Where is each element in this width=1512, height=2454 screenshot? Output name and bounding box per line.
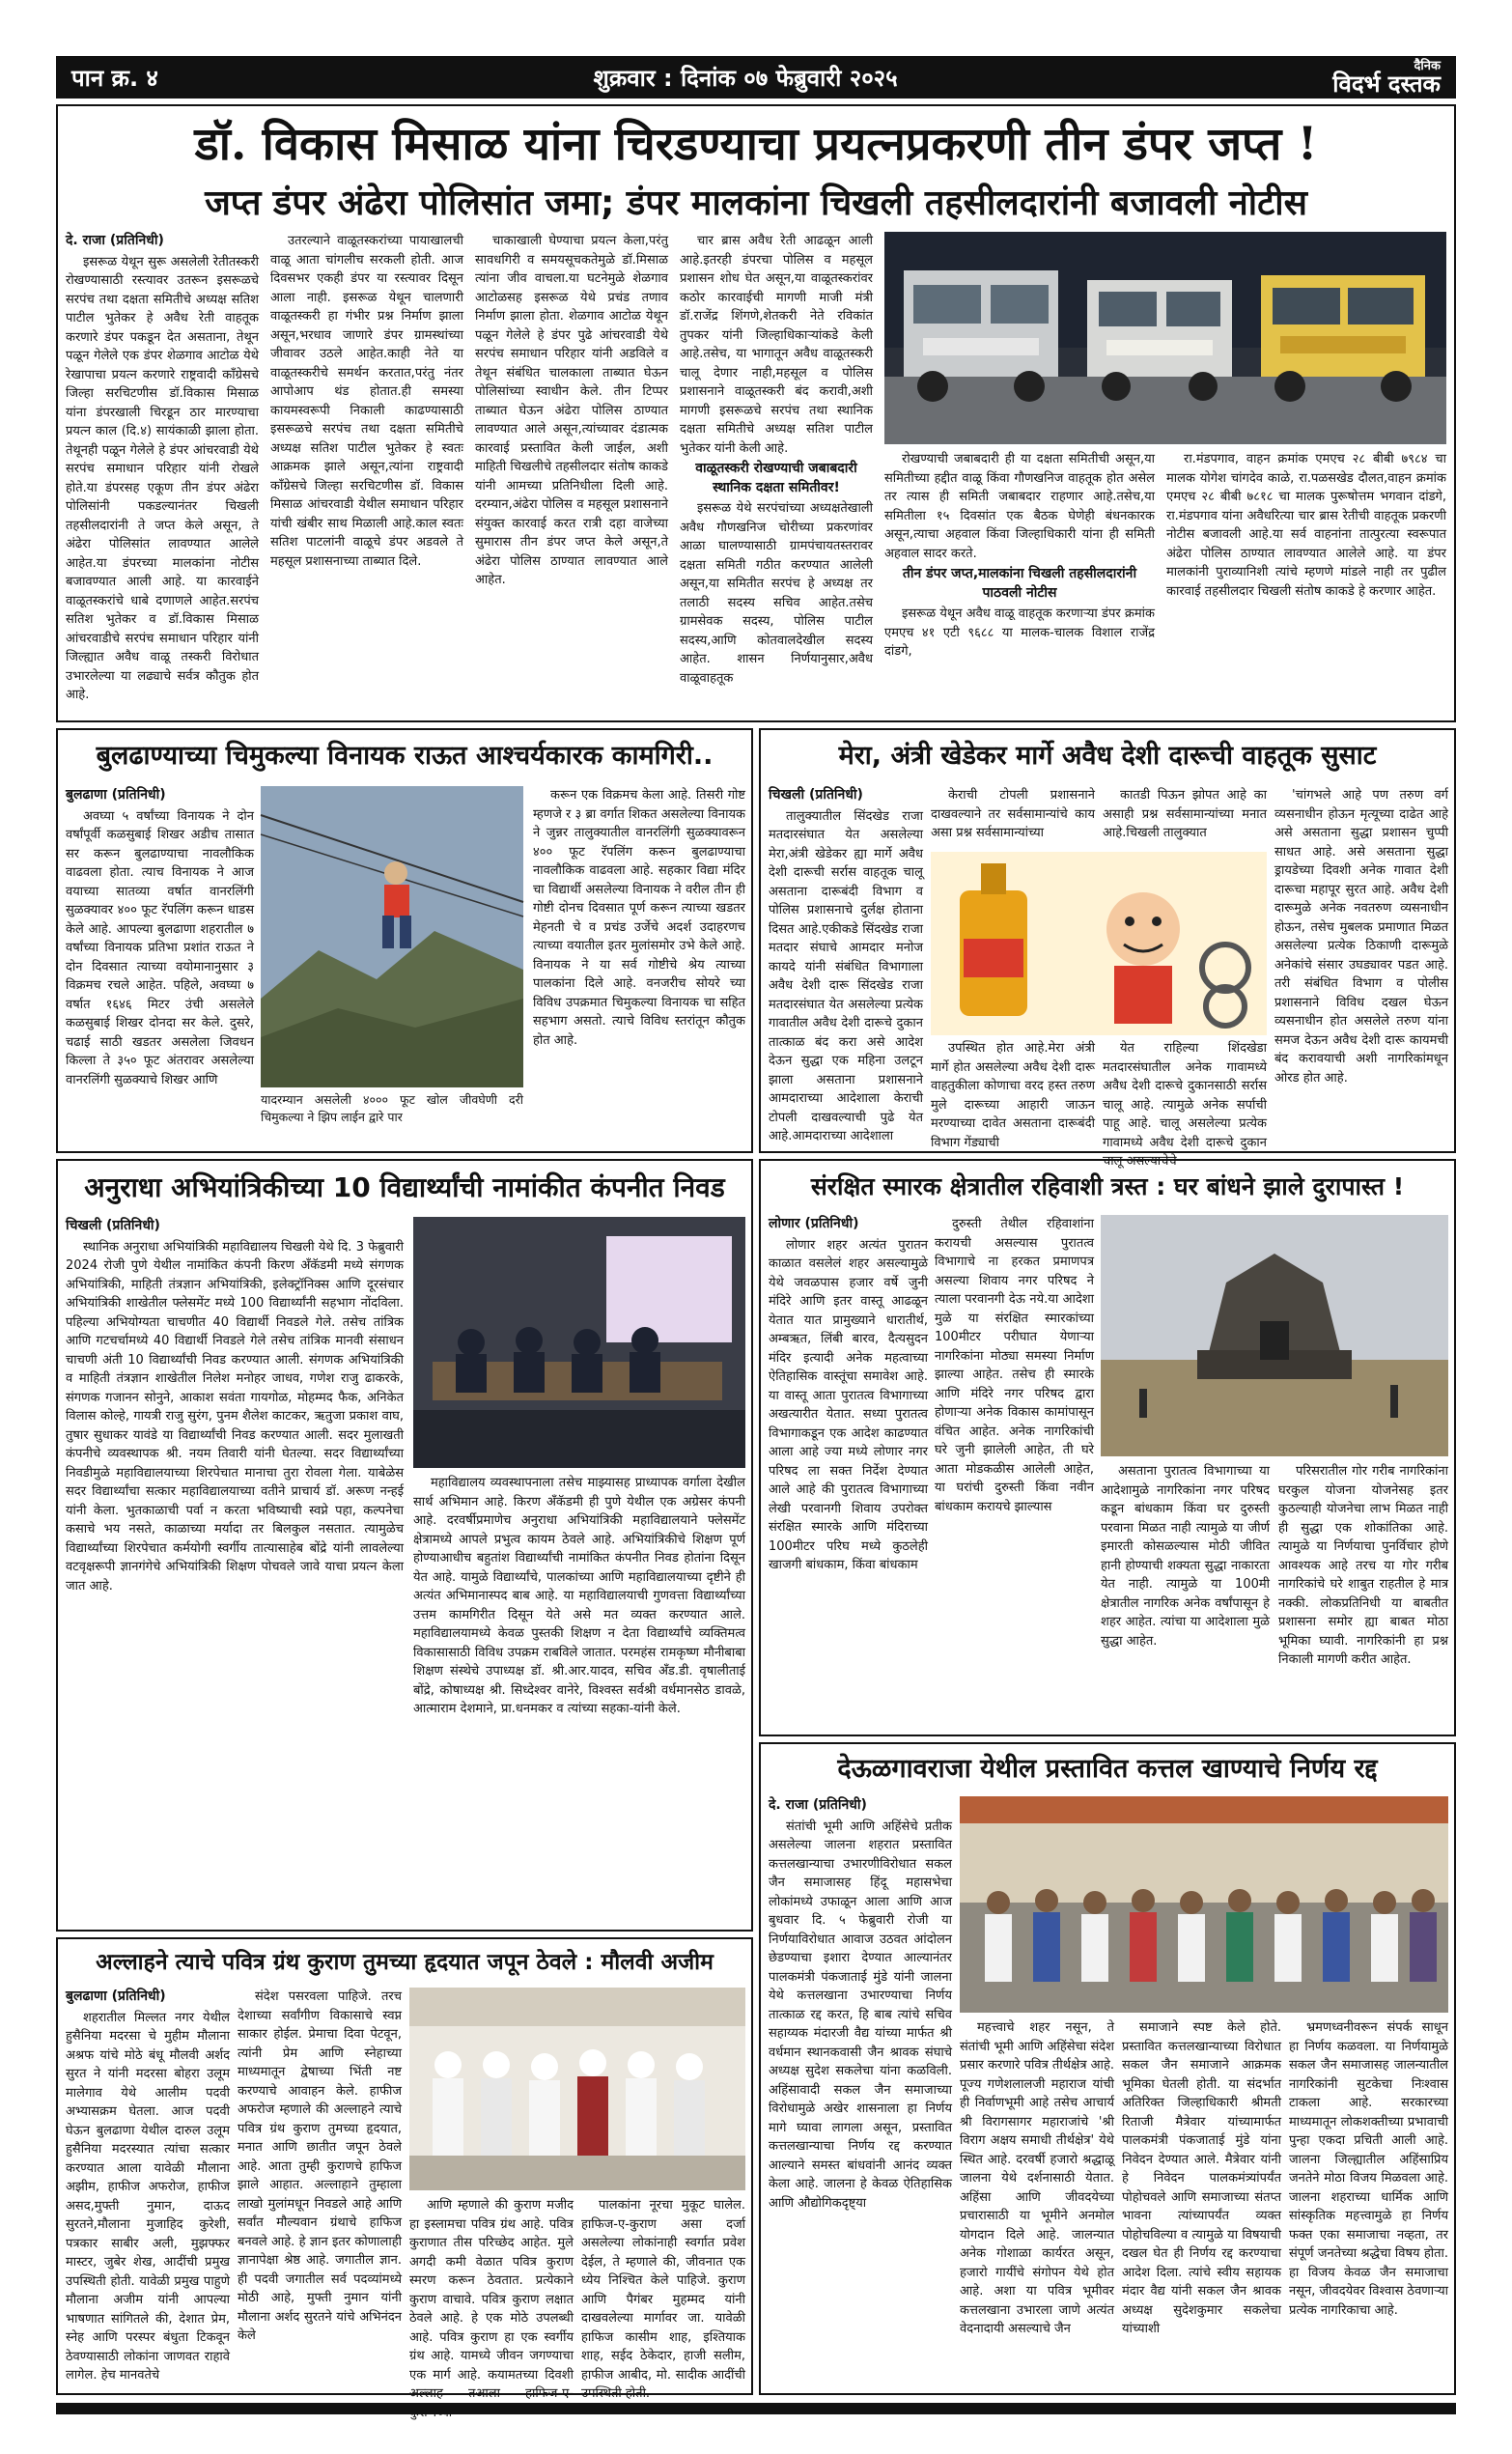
liquor-after-1 xyxy=(931,1039,1095,1150)
anuradha-byline: चिखली (प्रतिनिधी) xyxy=(66,1218,160,1233)
vinayak-col-1 xyxy=(66,786,254,1145)
brand-name: विदर्भ दस्तक xyxy=(1332,70,1441,98)
anuradha-text-2: महाविद्यालय व्यवस्थापनाला तसेच माझ्यासह प्राध्यापक वर्गाला देखील सार्थ अभिमान आहे. किरण अँकॅडमी ही पुणे येथील एक अग्रेसर कंपनी आहे. दरवर्षीप्रमाणेच अनुराधा अभियांत्रिकी महाविद्यालयाने फ्लेसमेंट क्षेत्रामध्ये आपले प्रभुत्व कायम ठेवले आहे. अभियांत्रिकीचे शिक्षण पूर्ण होण्याआधीच बहुतांश विद्यार्थ्यांची नामांकित कंपनीत निवड होतांना दिसून येत आहे. यामुळे विद्यार्थ्यांचे, पालकांच्या आणि महाविद्यालयाच्या दृष्टीने ही अत्यंत अभिमानास्पद बाब आहे. या महाविद्यालयाची गुणवत्ता विद्यार्थ्यांच्या उत्तम कामगिरीत दिसून येते असे मत व्यक्त करण्यात आले. महाविद्यालयामध्ये केवळ पुस्तकी शिक्षण न देता विद्यार्थ्यांचे व्यक्तिमत्व विकासासाठी विविध उपक्रम राबविले जातात. परमहंस रामकृष्ण मौनीबाबा शिक्षण संस्थेचे उपाध्यक्ष डॉ. श्री.आर.यादव, सचिव अँड.डी. वृषालीताई बोंद्रे, कोषाध्यक्ष श्री. सिध्देश्वर वानेरे, विश्वस्त सर्वश्री वर्धमानसेठ डावळे, आत्माराम देशमाने, प्रा.धनमकर व त्यांच्या सहका-यांनी केले. xyxy=(413,1476,745,1716)
collector-office-photo xyxy=(960,1796,1448,2013)
lonar-col-1 xyxy=(769,1215,928,1729)
trucks-illustration xyxy=(884,232,1446,444)
vinayak-col-2 xyxy=(533,786,745,1145)
anuradha-col-2 xyxy=(413,1474,745,1922)
anuradha-headline: अनुराधा अभियांत्रिकीच्या 10 विद्यार्थ्यांची नामांकीत कंपनीत निवड xyxy=(84,1171,725,1203)
quran-col-1 xyxy=(66,1988,230,2387)
liquor-text-3: कातडी पिऊन झोपत आहे का असाही प्रश्न सर्वसामान्यांच्या मनात आहे.चिखली तालुक्यात xyxy=(1103,788,1267,840)
liquor-text-2: केराची टोपली प्रशासनाने दाखवल्याने तर सर्वसामान्यांचे काय असा प्रश्न सर्वसामान्यांच्या xyxy=(931,788,1095,840)
page-header xyxy=(56,56,1456,99)
lonar-text-2: दुरुस्ती तेथील रहिवाशांना करायची असल्यास पुरातत्व विभागाचे ना हरकत प्रमाणपत्र असल्या शिवाय नगर परिषद ने त्याला परवानगी देऊ नये.या आदेशा मुळे या संरक्षित स्मारकांच्या 100मीटर परीघात येणाऱ्या नागरिकांना मोठ्या समस्या निर्माण झाल्या आहेत. तसेच ही स्मारके आणि मंदिरे नगर परिषद द्वारा होणाऱ्या अनेक विकास कामांपासून वंचित आहेत. अनेक नागरिकांची घरे जुनी झालेली आहेत, ती घरे आता मोडकळीस आलेली आहेत, या घरांची दुरुस्ती किंवा नवीन बांधकाम करायचे झाल्यास xyxy=(935,1217,1094,1514)
deulgaon-text-3: समाजाने स्पष्ट केले होते. प्रस्तावित कत्तलखान्याच्या विरोधात सकल जैन समाजाने आक्रमक भूमिका घेतली होती. या संदर्भात अतिरिक्त जिल्हाधिकारी श्रीमती रिताजी मैत्रेवार यांच्यामार्फत पालकमंत्री पंकजाताई मुंडे यांना निवेदन देण्यात आले. मैत्रेवार यांनी हे निवेदन पालकमंत्र्यांपर्यंत पोहोचवले आणि समाजाच्या संतप्त भावना त्यांच्यापर्यंत व्यक्त पोहोचविल्या व त्यामुळे या विषयाची दखल घेत ही निर्णय रद्द करण्याचा आदेश दिला. त्यांचे स्वीय सहायक मंदार वैद्य यांनी सकल जैन श्रावक अध्यक्ष सुदेशकुमार सकलेचा यांच्याशी xyxy=(1122,2020,1281,2336)
deulgaon-byline: दे. राजा (प्रतिनिधी) xyxy=(769,1797,867,1813)
lead-col-4-text-b: इसरूळ येथे सरपंचांच्या अध्यक्षतेखाली अवैध गौणखनिज चोरीच्या प्रकरणांवर आळा घालण्यासाठी ग्रामपंचायतस्तरावर दक्षता समिती गठीत करण्यात आलेली असून,या समितीत सरपंच हे अध्यक्ष तर तलाठी सदस्य सचिव आहेत.तसेच ग्रामसेवक सदस्य, पोलिस पाटील सदस्य,आणि कोतवालदेखील सदस्य आहेत. शासन निर्णयानुसार,अवैध वाळूवाहतूक xyxy=(680,501,873,686)
lead-col-6-text: रा.मंडपगाव, वाहन क्रमांक एमएच २८ बीबी ७९८४ चा मालक योगेश चांगदेव काळे, रा.पळसखेड दौलत,वाहन क्रमांक एमएच २८ बीबी ७८१८ चा मालक पुरूषोत्तम भगवान दांडगे, रा.मंडपगाव यांना अवैधरित्या चार ब्रास रेतीची वाहतूक प्रकरणी नोटीस बजावली आहे.या सर्व वाहनांना तात्पुरत्या स्वरूपात अंढेरा पोलिस ठाण्यात लावण्यात आलेले आहे. या डंपर मालकांनी पुराव्यानिशी त्यांचे म्हणणे मांडले नाही तर पुढील कारवाई तहसीलदार चिखली संतोष काकडे हे करणार आहेत. xyxy=(1166,452,1446,599)
lead-col-4-text: चार ब्रास अवैध रेती आढळून आली आहे.इतरही डंपरचा पोलिस व महसूल प्रशासन शोध घेत असून,या वाळूतस्करांवर कठोर कारवाईची मागणी माजी मंत्री डॉ.राजेंद्र शिंगणे,शेतकरी नेते रविकांत तुपकर यांनी जिल्हाधिकाऱ्यांकडे केली आहे.तसेच, या भागातून अवैध वाळूतस्करी चालू देणार नाही,महसूल व पोलिस प्रशासनाने वाळूतस्करी बंद करावी,अशी मागणी इसरूळचे सरपंच तथा स्थानिक दक्षता समितीचे अध्यक्ष सतिश पाटील भुतेकर यांनी केली आहे. xyxy=(680,234,873,456)
liquor-col-2 xyxy=(931,786,1095,848)
felicitation-photo xyxy=(413,1217,745,1468)
lonar-text-4: परिसरातील गोर गरीब नागरिकांना घरकुल योजना योजनेसह इतर कुठल्याही योजनेचा लाभ मिळत नाही ही सुद्धा एक शोकांतिका आहे. त्यामुळे या निर्णयाचा पुनर्विचार होणे आवश्यक आहे तरच या गोर गरीब नागरिकांचे घरे शाबुत राहतील हे मात्र नक्की. लोकप्रतिनिधी या बाबतीत प्रशासना समोर ह्या बाबत मोठा भूमिका घ्यावी. नागरिकांनी हा प्रश्न निकाली मागणी करीत आहेत. xyxy=(1278,1464,1448,1667)
quran-col-4 xyxy=(581,2196,745,2401)
lonar-col-4 xyxy=(1278,1462,1448,1729)
lead-byline: दे. राजा (प्रतिनिधी) xyxy=(66,233,164,248)
page-number: पान क्र. ४ xyxy=(71,64,158,92)
quran-col-3 xyxy=(409,2196,574,2401)
quran-col-2 xyxy=(238,1988,402,2387)
lead-col-3 xyxy=(475,232,668,715)
lead-headline: डॉ. विकास मिसाळ यांना चिरडण्याचा प्रयत्नप्रकरणी तीन डंपर जप्त ! xyxy=(194,118,1318,171)
deulgaon-col-2 xyxy=(960,2018,1114,2387)
masthead-brand xyxy=(1332,60,1441,96)
liquor-bottle-illustration xyxy=(931,852,1267,1035)
deulgaon-headline: देऊळगावराजा येथील प्रस्तावित कत्तल खाण्याचे निर्णय रद्द xyxy=(837,1754,1378,1784)
lead-col-1 xyxy=(66,232,259,715)
liquor-after-text-2: येत राहिल्या शिंदखेडा मतदारसंघातील अनेक गावामध्ये अवैध देशी दारूचे दुकानसाठी सर्रास चालू आहे. त्यामुळे अनेक सर्पाची पाहू आहे. चालू असलेल्या प्रत्येक गावामध्ये अवैध देशी दारूचे दुकान चालू असल्याचेचे xyxy=(1103,1041,1267,1169)
liquor-col-4 xyxy=(1274,786,1448,1145)
footer-rule xyxy=(56,2403,1456,2414)
lonar-headline: संरक्षित स्मारक क्षेत्रातील रहिवाशी त्रस्त : घर बांधने झाले दुरापास्त ! xyxy=(810,1172,1405,1200)
lead-col-1-text: इसरूळ येथून सुरू असलेली रेतीतस्करी रोखण्यासाठी रस्त्यावर उतरून इसरूळचे सरपंच तथा दक्षता समितीचे अध्यक्ष सतिश पाटील भुतेकर हे अवैध रेती वाहतूक करणारे डंपर पकडून देत असताना, तेथून पळून गेलेले एक डंपर शेळगाव आटोळ येथे रेखापाचा प्रयत्न करणारे राष्ट्रवादी काँग्रेसचे जिल्हा सरचिटणीस डॉ.विकास मिसाळ यांना डंपरखाली चिरडून ठार मारण्याचा प्रयत्न काल (दि.४) सायंकाळी झाला होता. तेथूनही पळून गेलेले हे डंपर आंचरवाडी येथे सरपंच समाधान परिहार यांनी रोखले होते.या डंपरसह एकूण तीन डंपर अंढेरा पोलिसांनी पकडल्यानंतर चिखली तहसीलदारांनी ते जप्त केले असून, ते अंढेरा पोलिसांत लावण्यात आलेले आहेत.या डंपरच्या मालकांना नोटीस बजावण्यात आली आहे. या कारवाईने वाळूतस्करांचे धाबे दणाणले आहेत.सरपंच सतिश भुतेकर व डॉ.विकास मिसाळ आंचरवाडीचे सरपंच समाधान परिहार यांनी जिल्ह्यात अवैध वाळू तस्करी विरोधात उभारलेल्या या लढ्याचे सर्वत्र कौतुक होत आहे. xyxy=(66,254,259,702)
lead-col-4-subhead: वाळूतस्करी रोखण्याची जबाबदारी स्थानिक दक्षता समितीवर! xyxy=(695,461,857,495)
lead-col-3-text: चाकाखाली घेण्याचा प्रयत्न केला,परंतु सावधगिरी व समयसूचकतेमुळे डॉ.मिसाळ त्यांना जीव वाचला.या घटनेमुळे शेळगाव आटोळसह इसरूळ येथे प्रचंड तणाव निर्माण झाला होता. शेळगाव आटोळ येथून पळून गेलेले हे डंपर पुढे आंचरवाडी येथे सरपंच समाधान परिहार यांनी अडविले व तेथून संबंधित चालकाला ताब्यात घेऊन पोलिसांच्या स्वाधीन केले. तीन टिप्पर ताब्यात घेऊन अंढेरा पोलिस ठाण्यात लावण्यात आले असून,त्यांच्यावर दंडात्मक कारवाई प्रस्तावित केली जाईल, अशी माहिती चिखलीचे तहसीलदार संतोष काकडे यांनी आमच्या प्रतिनिधीला दिली आहे. दरम्यान,अंढेरा पोलिस व महसूल प्रशासनाने संयुक्त कारवाई करत रात्री दहा वाजेच्या सुमारास तीन डंपर जप्त केले असून,ते अंढेरा पोलिस ठाण्यात लावण्यात आले आहेत. xyxy=(475,234,668,587)
lonar-text-3: असताना पुरातत्व विभागाच्या या आदेशामुळे नागरिकांना नगर परिषद कडून बांधकाम किंवा घर दुरुस्ती परवाना मिळत नाही त्यामुळे या जीर्ण इमारती कोसळल्यास मोठी जीवित हानी होण्याची शक्यता सुद्धा नाकारता येत नाही. त्यामुळे या 100मी क्षेत्रातील नागरिक अनेक वर्षांपासून हे शहर आहेत. त्यांचा या आदेशाला मुळे सुद्धा आहेत. xyxy=(1101,1464,1270,1649)
issue-date: शुक्रवार : दिनांक ०७ फेब्रुवारी २०२५ xyxy=(593,64,898,92)
lead-subheadline: जप्त डंपर अंढेरा पोलिसांत जमा; डंपर मालकांना चिखली तहसीलदारांनी बजावली नोटीस xyxy=(205,183,1307,223)
deulgaon-col-3 xyxy=(1122,2018,1281,2387)
anuradha-col-1 xyxy=(66,1217,404,1922)
lonar-text-1: लोणार शहर अत्यंत पुरातन काळात वसलेलं शहर असल्यामुळे येथे जवळपास हजार वर्षे जुनी मंदिरे आणि इतर वास्तू आढळून येतात यात प्रामुख्याने धारातीर्थ, अम्बऋत, लिंबी बारव, दैत्यसुदन मंदिर इत्यादी अनेक महत्वाच्या ऐतिहासिक वास्तूंचा समावेश आहे. या वास्तू आता पुरातत्व विभागाच्या अखत्यारीत येतात. सध्या पुरातत्व विभागाकडून एक आदेश काढण्यात आला आहे ज्या मध्ये लोणार नगर परिषद ला सक्त निर्देश देण्यात आले आहे की पुरातत्व विभागाच्या लेखी परवानगी शिवाय उपरोक्त संरक्षित स्मारके आणि मंदिराच्या 100मीटर परिघ मध्ये कुठलेही खाजगी बांधकाम, किंवा बांधकाम xyxy=(769,1237,928,1572)
deulgaon-col-1 xyxy=(769,1796,952,2387)
child-zipline-illustration xyxy=(261,786,523,1087)
anuradha-text-1: स्थानिक अनुराधा अभियांत्रिकी महाविद्यालय चिखली येथे दि. 3 फेब्रुवारी 2024 रोजी पुणे येथील नामांकित कंपनी किरण अँकॅडमी मध्ये संगणक अभियांत्रिकी, माहिती तंत्रज्ञान अभियांत्रिकी, इलेक्ट्रॉनिक्स आणि दूरसंचार अभियांत्रिकी शाखेतील फ्लेसमेंट मध्ये 100 विद्यार्थ्यांनी सहभाग नोंदविला. पहिल्या अभियोग्यता चाचणीत 40 विद्यार्थी निवडले गेले. तसेच तांत्रिक आणि गटचर्चामध्ये 40 विद्यार्थी निवडले गेले तसेच तांत्रिक मानवी संसाधन चाचणी अंती 10 विद्यार्थ्यांची निवड करण्यात आली. संगणक अभियांत्रिकी व माहिती तंत्रज्ञान शाखेतील निलेश मनोहर जाधव, गणेश राजु ढाकरके, संगणक गजानन सोनुने, आकाश सवंता गायगोळ, मोहम्मद फैक, अनिकेत विलास कोल्हे, गायत्री राजु सुरंग, पुनम शैलेश काटकर, ऋतुजा प्रकाश वाघ, तुषार सुधाकर यावंडे या विद्यार्थ्यांची निवड करण्यात आली. सदर मुलाखती कंपनीचे व्यवस्थापक श्री. नयम तिवारी यांनी घेतल्या. सदर विद्यार्थ्यांच्या निवडीमुळे महाविद्यालयाच्या शिरपेचात मानाचा तुरा रोवला गेला. याबेळेस सदर विद्यार्थ्यांचा सत्कार महाविद्यालयाच्या वतीने प्राचार्य डॉ. अरूण नन्हई यांनी केला. भुतकाळाची पर्वा न करता भविष्याची स्वप्ने पहा, कल्पनेचा कसाचे भय नसते, काळाच्या मर्यादा तर बिलकुल नसतात. त्यामुळेच विद्यार्थ्यांच्या शिरपेचात कर्मयोगी स्वर्गीय तात्यासाहेब बोंद्रे यांनी लावलेल्या वटवृक्षरूपी ज्ञानगंगेचे अभियांत्रिकी शिक्षण पोचवले जावे याचा प्रयत्न केला जात आहे. xyxy=(66,1239,404,1594)
deulgaon-text-2: महत्त्वाचे शहर नसून, ते संतांची भूमी आणि अहिंसेचा संदेश प्रसार करणारे पवित्र तीर्थक्षेत्र आहे. पूज्य गणेशलालजी महाराज यांची ही निर्वाणभूमी आहे तसेच आचार्य श्री विरागसागर महाराजांचे 'श्री विराग अक्षय समाधी तीर्थक्षेत्र' येथे स्थित आहे. दरवर्षी हजारो श्रद्धाळू जालना येथे दर्शनासाठी येतात. अहिंसा आणि जीवदयेच्या प्रचारासाठी या भूमीने अनमोल योगदान दिले आहे. जालन्यात अनेक गोशाळा कार्यरत असून, हजारो गायींचे संगोपन येथे होत आहे. अशा या पवित्र भूमीवर कत्तलखाना उभारला जाणे अत्यंत वेदनादायी असल्याचे जैन xyxy=(960,2020,1114,2336)
quran-byline: बुलढाणा (प्रतिनिधी) xyxy=(66,1989,166,2004)
lead-col-2 xyxy=(270,232,463,715)
lead-col-4 xyxy=(680,232,873,715)
vinayak-headline: बुलढाण्याच्या चिमुकल्या विनायक राऊत आश्चर्यकारक कामगिरी.. xyxy=(96,741,714,771)
lonar-col-3 xyxy=(1101,1462,1270,1729)
vinayak-byline: बुलढाणा (प्रतिनिधी) xyxy=(66,787,166,803)
deulgaon-text-4: भ्रमणध्वनीवरून संपर्क साधून हा निर्णय कळवला. या निर्णयामुळे सकल जैन समाजासह जालन्यातील नागरिकांनी सुटकेचा निःश्वास टाकला आहे. सरकारच्या माध्यमातून लोकशक्तीच्या प्रभावाची पुन्हा एकदा प्रचिती आली आहे. जालना जिल्ह्यातील अहिंसाप्रिय जनतेने मोठा विजय मिळवला आहे. जालना शहराच्या धार्मिक आणि सांस्कृतिक महत्त्वामुळे हा निर्णय फक्त एका समाजाचा नव्हता, तर संपूर्ण जनतेच्या श्रद्धेचा विषय होता. हा विजय केवळ जैन समाजाचा नसून, जीवदयेवर विश्वास ठेवणाऱ्या प्रत्येक नागरिकाचा आहे. xyxy=(1289,2020,1448,2318)
quran-text-4: पालकांना नूरचा मुकूट घालेल. हाफिज-ए-कुराण असा दर्जा असलेल्या लोकांनाही स्वर्गात प्रवेश देईल, ते म्हणाले की, जीवनात एक ध्येय निश्चित केले पाहिजे. कुराण आणि पैगंबर मुहम्मद यांनी दाखवलेल्या मार्गावर जा. यावेळी हाफिज कासीम शाह, इश्तियाक शाह, सईद ठेकेदार, हाजी सलीम, हाफीज आबीद, मो. सादीक आदींची उपस्थिती होती. xyxy=(581,2198,745,2401)
quran-text-2: संदेश पसरवला पाहिजे. तरच देशाच्या सर्वांगीण विकासाचे स्वप्न साकार होईल. प्रेमाचा दिवा पेटवून, त्यांनी प्रेम आणि स्नेहाच्या माध्यमातून द्वेषाच्या भिंती नष्ट करण्याचे आवाहन केले. हाफीज अफरोज म्हणाले की अल्लाहने त्याचे पवित्र ग्रंथ कुराण तुमच्या हृदयात, मनात आणि छातीत जपून ठेवले आहे. आता तुम्ही कुराणचे हाफिज झाले आहात. अल्लाहाने तुम्हाला लाखो मुलांमधून निवडले आहे आणि सर्वांत मौल्यवान ग्रंथाचे हाफिज बनवले आहे. हे ज्ञान इतर कोणालाही ज्ञानापेक्षा श्रेष्ठ आहे. जगातील ज्ञान. ही पदवी जगातील सर्व पदव्यांमध्ये मोठी आहे, मुफ्ती नुमान यांनी मौलाना अर्शद सुरतने यांचे अभिनंदन केले xyxy=(238,1989,402,2343)
lonar-col-2 xyxy=(935,1215,1094,1729)
liquor-after-2 xyxy=(1103,1039,1267,1169)
zipline-photo xyxy=(261,786,523,1087)
liquor-text-4: 'चांगभले आहे पण तरुण वर्ग व्यसनाधीन होऊन मृत्यूच्या दाढेत आहे असे असताना सुद्धा प्रशासन चुप्पी साधत आहे. असे असताना सुद्धा ड्रायडेच्या दिवशी अनेक गावात देशी दारूचा महापूर सुरत आहे. अवैध देशी दारूमुळे अनेक नवतरुण व्यसनाधीन होऊन, तसेच मुबलक प्रमाणात मिळत असलेल्या प्रत्येक ठिकाणी दारूमुळे अनेकांचे संसार उघड्यावर पडत आहे. तरी संबंधित विभाग व पोलीस प्रशासनाने विविध दखल घेऊन व्यसनाधीन होत असलेले तरुण यांना समज देऊन अवैध देशी दारू कायमची बंद करावयाची अशी नागरिकांमधून ओरड होत आहे. xyxy=(1274,788,1448,1086)
deulgaon-col-4 xyxy=(1289,2018,1448,2387)
zipline-caption: यादरम्यान असलेली ४००० फूट खोल जीवघेणी दरी चिमुकल्या ने झिप लाईन द्वारे पार xyxy=(261,1092,523,1124)
lead-col-5-text-b: इसरूळ येथून अवैध वाळू वाहतूक करणाऱ्या डंपर क्रमांक एमएच ४१ एटी ९६८८ या मालक-चालक विशाल राजेंद्र दांडगे, xyxy=(884,606,1155,659)
lead-col-6 xyxy=(1166,450,1446,715)
liquor-text-1: तालुक्यातील सिंदखेड राजा मतदारसंघात येत असलेल्या मेरा,अंत्री खेडेकर ह्या मार्गे अवैध देशी दारूची सर्रास वाहतूक चालू असताना दारूबंदी विभाग व पोलिस प्रशासनाचे दुर्लक्ष होताना दिसत आहे.एकीकडे सिंदखेड राजा मतदार संघाचे आमदार मनोज कायदे यांनी संबंधित विभागाला अवैध देशी दारू सिंदखेड राजा मतदारसंघात येत असलेल्या प्रत्येक गावातील अवैध देशी दारूचे दुकान तात्काळ बंद करा असे आदेश देऊन सुद्धा एक महिना उलटून झाला असताना प्रशासनाने आमदाराच्या आदेशाला केराची टोपली दाखवल्याची पुढे येत आहे.आमदाराच्या आदेशाला xyxy=(769,808,923,1143)
lead-col-2-text: उतरल्याने वाळूतस्करांच्या पायाखालची वाळू आता चांगलीच सरकली होती. आज दिवसभर एकही डंपर या रस्त्यावर दिसून आला नाही. इसरूळ येथून चालणारी वाळूतस्करी हा गंभीर प्रश्न निर्माण झाला असून,भरधाव जाणारे डंपर ग्रामस्थांच्या जीवावर उठले आहेत.काही नेते या वाळूतस्करीचे समर्थन करतात,परंतु नंतर आपोआप थंड होतात.ही समस्या कायमस्वरूपी निकाली काढण्यासाठी इसरूळचे सरपंच तथा दक्षता समितीचे अध्यक्ष सतिश पाटील भुतेकर हे स्वतः आक्रमक झाले असून,त्यांना राष्ट्रवादी काँग्रेसचे जिल्हा सरचिटणीस डॉ. विकास मिसाळ आंचरवाडी येथील समाधान परिहार यांची खंबीर साथ मिळाली आहे.काल स्वतः सतिश पाटलांनी वाळूचे डंपर अडवले ते महसूल प्रशासनाच्या ताब्यात दिले. xyxy=(270,234,463,569)
liquor-byline: चिखली (प्रतिनिधी) xyxy=(769,787,863,803)
deulgaon-text-1: संतांची भूमी आणि अहिंसेचे प्रतीक असलेल्या जालना शहरात प्रस्तावित कत्तलखान्याचा उभारणीविरोधात सकल जैन समाजासह हिंदू महासभेचा लोकांमध्ये उफाळून आला आणि आज बुधवार दि. ५ फेब्रुवारी रोजी या निर्णयाविरोधात आवाज उठवत आंदोलन छेडण्याचा इशारा देण्यात आल्यानंतर पालकमंत्री पंकजाताई मुंडे यांनी जालना येथे कत्तलखाना उभारण्याचा निर्णय तात्काळ रद्द करत, हि बाब त्यांचे सचिव सहाय्यक मंदारजी वैद्य यांच्या मार्फत श्री वर्धमान स्थानकवासी जैन श्रावक संघाचे अध्यक्ष सुदेश सकलेचा यांना कळविली. अहिंसावादी सकल जैन समाजाच्या विरोधामुळे अखेर शासनाला हा निर्णय मागे घ्यावा लागला असून, प्रस्तावित कत्तलखान्याचा निर्णय रद्द करण्यात आल्याने समस्त बांधवांनी आनंद व्यक्त केला आहे. जालना हे केवळ ऐतिहासिक आणि औद्योगिकदृष्ट्या xyxy=(769,1819,952,2211)
quran-headline: अल्लाहने त्याचे पवित्र ग्रंथ कुराण तुमच्या हृदयात जपून ठेवले : मौलवी अजीम xyxy=(96,1950,714,1975)
lonar-byline: लोणार (प्रतिनिधी) xyxy=(769,1216,859,1231)
quran-text-1: शहरातील मिल्लत नगर येथील हुसैनिया मदरसा चे मुहीम मौलाना अश्रफ यांचे मोठे बंधू मौलवी अर्शद सुरत ने यांनी मदरसा बोहरा उलूम मालेगाव येथे आलीम पदवी अभ्यासक्रम घेतला. आज पदवी घेऊन बुलढाणा येथील दारुल उलूम हुसैनिया मदरस्यात त्यांचा सत्कार करण्यात आला यावेळी मौलाना अझीम, हाफीज अफरोज, हाफीज असद,मुफ्ती नुमान, दाऊद सुरतने,मौलाना मुजाहिद कुरेशी, पत्रकार साबीर अली, मुझफ्फर मास्टर, जुबेर शेख, आदींची प्रमुख उपस्थिती होती. यावेळी प्रमुख पाहुणे मौलाना अजीम यांनी आपल्या भाषणात सांगितले की, देशात प्रेम, स्नेह आणि परस्पर बंधुता टिकवून ठेवण्यासाठी लोकांना जाणवत राहावे लागेल. हेच मानवतेचे xyxy=(66,2010,230,2383)
liquor-col-1 xyxy=(769,786,923,1145)
liquor-col-3 xyxy=(1103,786,1267,848)
liquor-headline: मेरा, अंत्री खेडेकर मार्गे अवैध देशी दारूची वाहतूक सुसाट xyxy=(838,741,1377,771)
vinayak-text-2: करून एक विक्रमच केला आहे. तिसरी गोष्ट म्हणजे र ३ ब्रा वर्गात शिकत असलेल्या विनायक ने जुन्नर तालुक्यातील वानरलिंगी सुळक्यावरून ४०० फूट रॅपलिंग करून बुलढाण्याचा नावलौकिक वाढवला आहे. सहकार विद्या मंदिर चा विद्यार्थी असलेल्या विनायक ने वरील तीन ही गोष्टी दोनच दिवसात पूर्ण करून त्याच्या खडतर मेहनती चे व प्रचंड उर्जेचे अदर्श उदाहरणच त्याच्या वयातील इतर मुलांसमोर उभे केले आहे. विनायक ने या सर्व गोष्टीचे श्रेय त्याच्या पालकांना दिले आहे. वनजरीच सोयरे च्या विविध उपक्रमात चिमुकल्या विनायक चा सहित सहभाग असतो. त्याचे विविध स्तरांतून कौतुक होत आहे. xyxy=(533,788,745,1048)
temple-photo xyxy=(1101,1215,1448,1456)
brand-prefix: दैनिक xyxy=(1414,58,1441,73)
liquor-after-text-1: उपस्थित होत आहे.मेरा अंत्री मार्गे होत असलेल्या अवैध देशी दारू वाहतुकीला कोणाचा वरद हस्त तरुण मुले दारूच्या आहारी जाऊन मरण्याच्या दावेत असताना दारूबंदी विभाग गेंड्याची xyxy=(931,1041,1095,1150)
felicitation-illustration xyxy=(413,1217,745,1468)
ancient-temple-illustration xyxy=(1101,1215,1448,1456)
lead-col-5 xyxy=(884,450,1155,715)
dumper-trucks-photo xyxy=(884,232,1446,444)
lead-col-5-text: रोखण्याची जबाबदारी ही या दक्षता समितीची असून,या समितीच्या हद्दीत वाळू किंवा गौणखनिज वाहतूक होत असेल तर त्यास ही समिती जबाबदार राहणार आहे.तसेच,या समितीला १५ दिवसांत एक बैठक घेणेही बंधनकारक असून,त्याचा अहवाल किंवा जिल्हाधिकारी यांना ही समिती अहवाल सादर करते. xyxy=(884,452,1155,561)
vinayak-text-1: अवघ्या ५ वर्षांच्या विनायक ने दोन वर्षांपूर्वी कळसुबाई शिखर अडीच तासात सर करून बुलढाण्याचा नावलौकिक वाढवला होता. त्याच विनायक ने आज वयाच्या सातव्या वर्षात वानरलिंगी सुळक्यावर ४०० फूट रॅपलिंग करून धाडस केले आहे. आपल्या बुलढाणा शहरातील ७ वर्षांच्या विनायक प्रतिभा प्रशांत राऊत ने दोन दिवसात त्याच्या वयोमानानुसार ३ विक्रमच रचले आहेत. पहिले, अवघ्या ७ वर्षात १६४६ मिटर उंची असलेले कळसुबाई शिखर दोनदा सर केले. दुसरे, चढाई साठी खडतर असलेला जिवधन किल्ला ते ३५० फूट अंतरावर असलेल्या वानरलिंगी सुळक्याचे शिखर आणि xyxy=(66,808,254,1087)
illegal-liquor-cartoon xyxy=(931,852,1267,1035)
quran-text-3: आणि म्हणाले की कुराण मजीद हा इस्लामचा पवित्र ग्रंथ आहे. पवित्र कुराणात तीस परिच्छेद आहेत. मुले अगदी कमी वेळात पवित्र कुराण स्मरण करून ठेवतात. प्रत्येकाने कुराण वाचावे. पवित्र कुराण लक्षात ठेवले आहे. हे एक मोठे उपलब्धी आहे. पवित्र कुराण हा एक स्वर्गीय ग्रंथ आहे. यामध्ये जीवन जगण्याचा एक मार्ग आहे. कयामतच्या दिवशी अल्लाह तआला हाफिज-ए- xyxy=(409,2198,574,2401)
madrasa-felicitation-photo xyxy=(409,1988,745,2190)
lead-col-5-subhead: तीन डंपर जप्त,मालकांना चिखली तहसीलदारांनी पाठवली नोटीस xyxy=(902,566,1137,601)
madrasa-group-illustration xyxy=(409,1988,745,2190)
delegation-group-illustration xyxy=(960,1796,1448,2013)
